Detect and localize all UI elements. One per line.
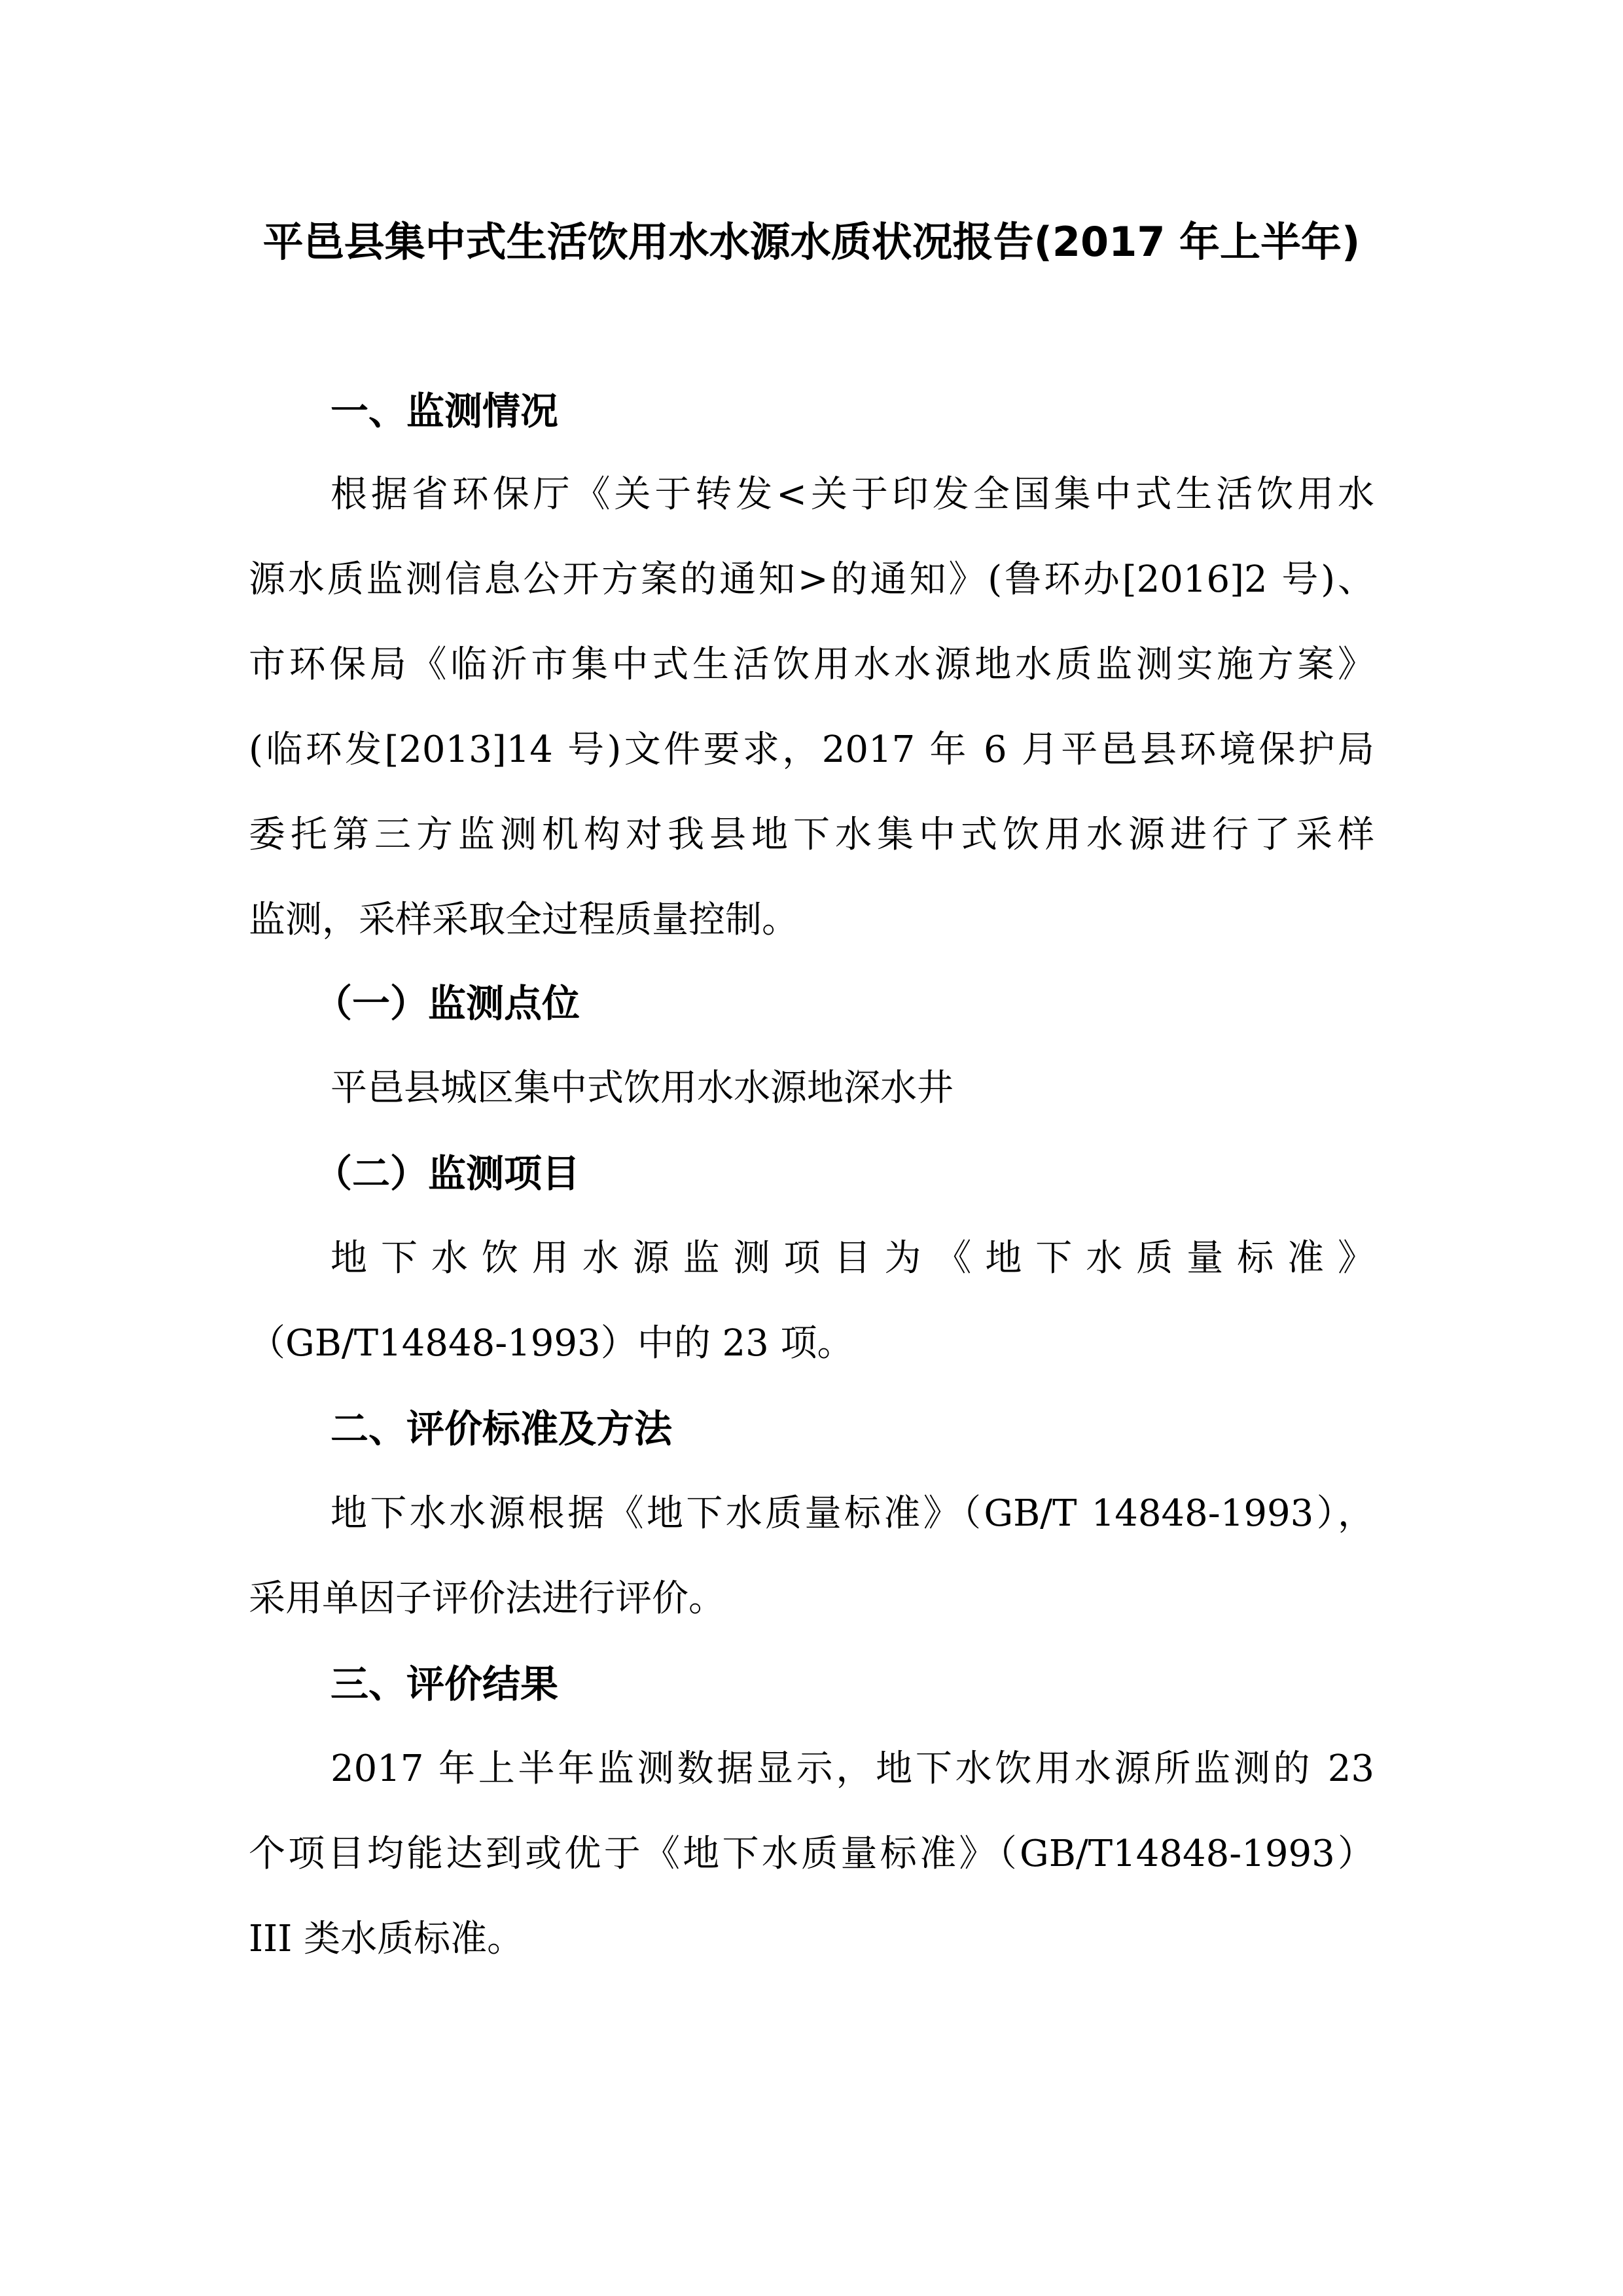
paragraph-line: （GB/T14848-1993）中的 23 项。 xyxy=(249,1322,854,1365)
paragraph-line: 监测，采样采取全过程质量控制。 xyxy=(249,899,798,941)
subsection-heading-points: （一）监测点位 xyxy=(314,981,580,1026)
paragraph-line: III 类水质标准。 xyxy=(249,1918,524,1960)
section-heading-standards: 二、评价标准及方法 xyxy=(330,1407,673,1451)
paragraph-line: 市环保局《临沂市集中式生活饮用水水源地水质监测实施方案》 xyxy=(249,643,1374,686)
paragraph-line: (临环发[2013]14 号)文件要求，2017 年 6 月平邑县环境保护局 xyxy=(249,728,1374,771)
paragraph-line: 2017 年上半年监测数据显示，地下水饮用水源所监测的 23 xyxy=(330,1748,1374,1790)
subsection-heading-items: （二）监测项目 xyxy=(314,1151,580,1196)
paragraph-line: 个项目均能达到或优于《地下水质量标准》（GB/T14848-1993） xyxy=(249,1833,1374,1875)
paragraph-line: 地下水饮用水源监测项目为《地下水质量标准》 xyxy=(330,1237,1374,1280)
paragraph-line: 根据省环保厅《关于转发<关于印发全国集中式生活饮用水 xyxy=(330,473,1374,516)
section-heading-results: 三、评价结果 xyxy=(330,1662,559,1706)
section-heading-monitoring: 一、监测情况 xyxy=(330,389,559,433)
paragraph-line: 平邑县城区集中式饮用水水源地深水井 xyxy=(330,1067,954,1109)
document-title: 平邑县集中式生活饮用水水源水质状况报告(2017 年上半年) xyxy=(262,218,1361,266)
paragraph-line: 地下水水源根据《地下水质量标准》（GB/T 14848-1993）， xyxy=(330,1492,1374,1535)
paragraph-line: 采用单因子评价法进行评价。 xyxy=(249,1577,725,1620)
paragraph-line: 委托第三方监测机构对我县地下水集中式饮用水源进行了采样 xyxy=(249,814,1374,856)
paragraph-line: 源水质监测信息公开方案的通知>的通知》(鲁环办[2016]2 号)、 xyxy=(249,558,1374,601)
